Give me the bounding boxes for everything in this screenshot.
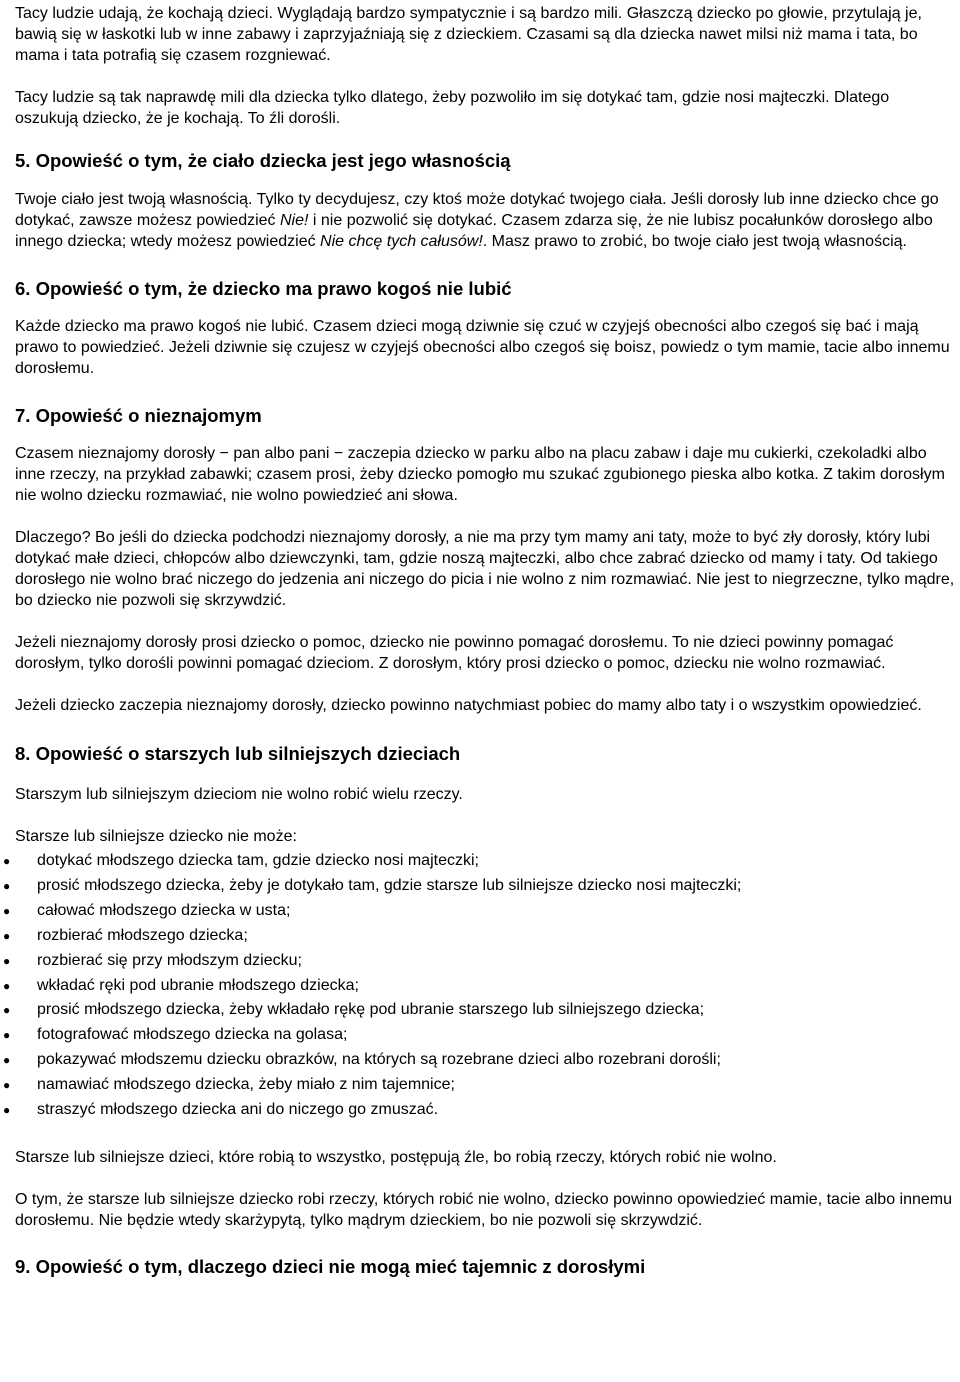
section-5-text-b: i nie pozwolić się dotykać. Czasem zdarza się, że nie lubisz pocałunków dorosłego albo innego dziecka; wtedy możesz powiedzieć (15, 212, 933, 250)
section-7-paragraph-2: Dlaczego? Bo jeśli do dziecka podchodzi nieznajomy dorosły, a nie ma przy tym mamy ani taty, może to być zły dorosły, który lubi dotykać małe dzieci, chłopców albo dziewczynki, tam, gdzie noszą majteczki, albo chce zabrać dziecko od mamy i taty. Od takiego dorosłego nie wolno brać niczego do jedzenia ani niczego do picia i nie wolno z nim rozmawiać. Nie jest to niegrzeczne, tylko mądre, bo dziecko nie pozwoli się skrzywdzić. (15, 529, 955, 609)
list-item (3, 974, 955, 999)
list-item-text: straszyć młodszego dziecka ani do niczego go zmuszać. (37, 1101, 439, 1119)
list-item-text: wkładać ręki pod ubranie młodszego dziecka; (37, 976, 359, 994)
bullet-icon: ● (3, 953, 11, 968)
section-5-text-a: Twoje ciało jest twoją własnością. Tylko ty decydujesz, czy ktoś może dotykać twojego ciała. Jeśli dorosły lub inne dziecko chce go dotykać, zawsze możesz powiedzieć (15, 191, 939, 229)
bullet-icon: ● (3, 1053, 11, 1068)
bullet-icon: ● (3, 854, 11, 868)
section-8-paragraph-3: Starsze lub silniejsze dzieci, które robią to wszystko, postępują źle, bo robią rzeczy, których robić nie wolno. (15, 1148, 777, 1166)
section-5-text-c: . Masz prawo to zrobić, bo twoje ciało jest twoją własnością. (482, 233, 907, 250)
list-item-text: pokazywać młodszemu dziecku obrazków, na których są rozebrane dzieci albo rozebrani dorośli; (37, 1051, 721, 1069)
bullet-icon: ● (3, 978, 11, 993)
intro-paragraph-2: Tacy ludzie są tak naprawdę mili dla dziecka tylko dlatego, żeby pozwoliło im się dotykać tam, gdzie nosi majteczki. Dlatego oszukują dziecko, że je kochają. To źli dorośli. (15, 89, 890, 127)
bullet-icon: ● (3, 928, 11, 943)
bullet-icon: ● (3, 1103, 11, 1118)
bullet-icon: ● (3, 1078, 11, 1093)
bullet-icon: ● (3, 903, 11, 918)
list-item (3, 924, 955, 949)
list-item (3, 874, 955, 899)
bullet-icon: ● (3, 1003, 11, 1018)
section-5-paragraph-1 (15, 189, 955, 252)
section-5-heading: 5. Opowieść o tym, że ciało dziecka jest jego własnością (15, 150, 511, 171)
list-item-text: całować młodszego dziecka w usta; (37, 901, 291, 919)
section-8-paragraph-1: Starszym lub silniejszym dzieciom nie wolno robić wielu rzeczy. (15, 786, 463, 803)
list-item (3, 998, 955, 1023)
section-8-heading: 8. Opowieść o starszych lub silniejszych dzieciach (15, 743, 461, 764)
section-5-nie-quote: Nie! (280, 212, 309, 229)
list-item (3, 1098, 955, 1123)
list-item (3, 1023, 955, 1048)
list-item-text: namawiać młodszego dziecka, żeby miało z nim tajemnice; (37, 1076, 455, 1094)
section-8-paragraph-2: Starsze lub silniejsze dziecko nie może: (15, 828, 297, 845)
section-8-paragraph-4: O tym, że starsze lub silniejsze dziecko robi rzeczy, których robić nie wolno, dziecko powinno opowiedzieć mamie, tacie albo innemu dorosłemu. Nie będzie wtedy skarżypytą, tylko mądrym dzieckiem, bo nie pozwoli się skrzywdzić. (15, 1190, 953, 1229)
intro-paragraph-1: Tacy ludzie udają, że kochają dzieci. Wyglądają bardzo sympatycznie i są bardzo mili. Głaszczą dziecko po głowie, przytulają je, bawią się w łaskotki lub w inne zabawy i zaprzyjaźniają się z dzieckiem. Czasami są dla dziecka nawet milsi niż mama i tata, bo mama i tata potrafią się czasem rozgniewać. (15, 5, 922, 64)
list-item-text: prosić młodszego dziecka, żeby wkładało rękę pod ubranie starszego lub silniejszego dziecka; (37, 1001, 705, 1019)
list-item-text: rozbierać młodszego dziecka; (37, 926, 248, 944)
bullet-icon: ● (3, 1028, 11, 1043)
list-item (3, 1073, 955, 1098)
list-item-text: dotykać młodszego dziecka tam, gdzie dziecko nosi majteczki; (37, 852, 479, 869)
list-item (3, 899, 955, 924)
list-item-text: rozbierać się przy młodszym dziecku; (37, 951, 302, 969)
section-9-heading: 9. Opowieść o tym, dlaczego dzieci nie mogą mieć tajemnic z dorosłymi (15, 1255, 646, 1277)
bullet-icon: ● (3, 878, 11, 893)
list-item (3, 849, 955, 874)
document-page (3, 0, 955, 1278)
section-6-paragraph-1: Każde dziecko ma prawo kogoś nie lubić. Czasem dzieci mogą dziwnie się czuć w czyjejś obecności albo czegoś się bać i mają prawo to powiedzieć. Jeżeli dziwnie się czujesz w czyjejś obecności albo czegoś się boisz, powiedz o tym mamie, tacie albo innemu dorosłemu. (15, 318, 950, 377)
section-7-paragraph-3: Jeżeli nieznajomy dorosły prosi dziecko o pomoc, dziecko nie powinno pomagać dorosłemu. To nie dzieci powinny pomagać dorosłym, tylko dorośli powinni pomagać dzieciom. Z dorosłym, który prosi dziecko o pomoc, dziecku nie wolno rozmawiać. (15, 634, 894, 672)
list-item (3, 1048, 955, 1073)
list-item (3, 949, 955, 974)
section-6-heading: 6. Opowieść o tym, że dziecko ma prawo kogoś nie lubić (15, 278, 512, 299)
list-item-text: prosić młodszego dziecka, żeby je dotykało tam, gdzie starsze lub silniejsze dziecko nosi majteczki; (37, 876, 742, 894)
section-5-kiss-quote: Nie chcę tych całusów! (320, 233, 483, 250)
section-7-paragraph-1: Czasem nieznajomy dorosły − pan albo pani − zaczepia dziecko w parku albo na placu zabaw i daje mu cukierki, czekoladki albo inne rzeczy, na przykład zabawki; czasem prosi, żeby dziecko pomogło mu szukać zgubionego pieska albo kotka. Z takim dorosłym nie wolno dziecku rozmawiać, nie wolno powiedzieć ani słowa. (15, 445, 945, 504)
section-8-bullet-list (3, 849, 955, 1123)
list-item-text: fotografować młodszego dziecka na golasa; (37, 1026, 348, 1044)
section-7-paragraph-4: Jeżeli dziecko zaczepia nieznajomy dorosły, dziecko powinno natychmiast pobiec do mamy albo taty i o wszystkim opowiedzieć. (15, 697, 922, 714)
section-7-heading: 7. Opowieść o nieznajomym (15, 405, 262, 426)
